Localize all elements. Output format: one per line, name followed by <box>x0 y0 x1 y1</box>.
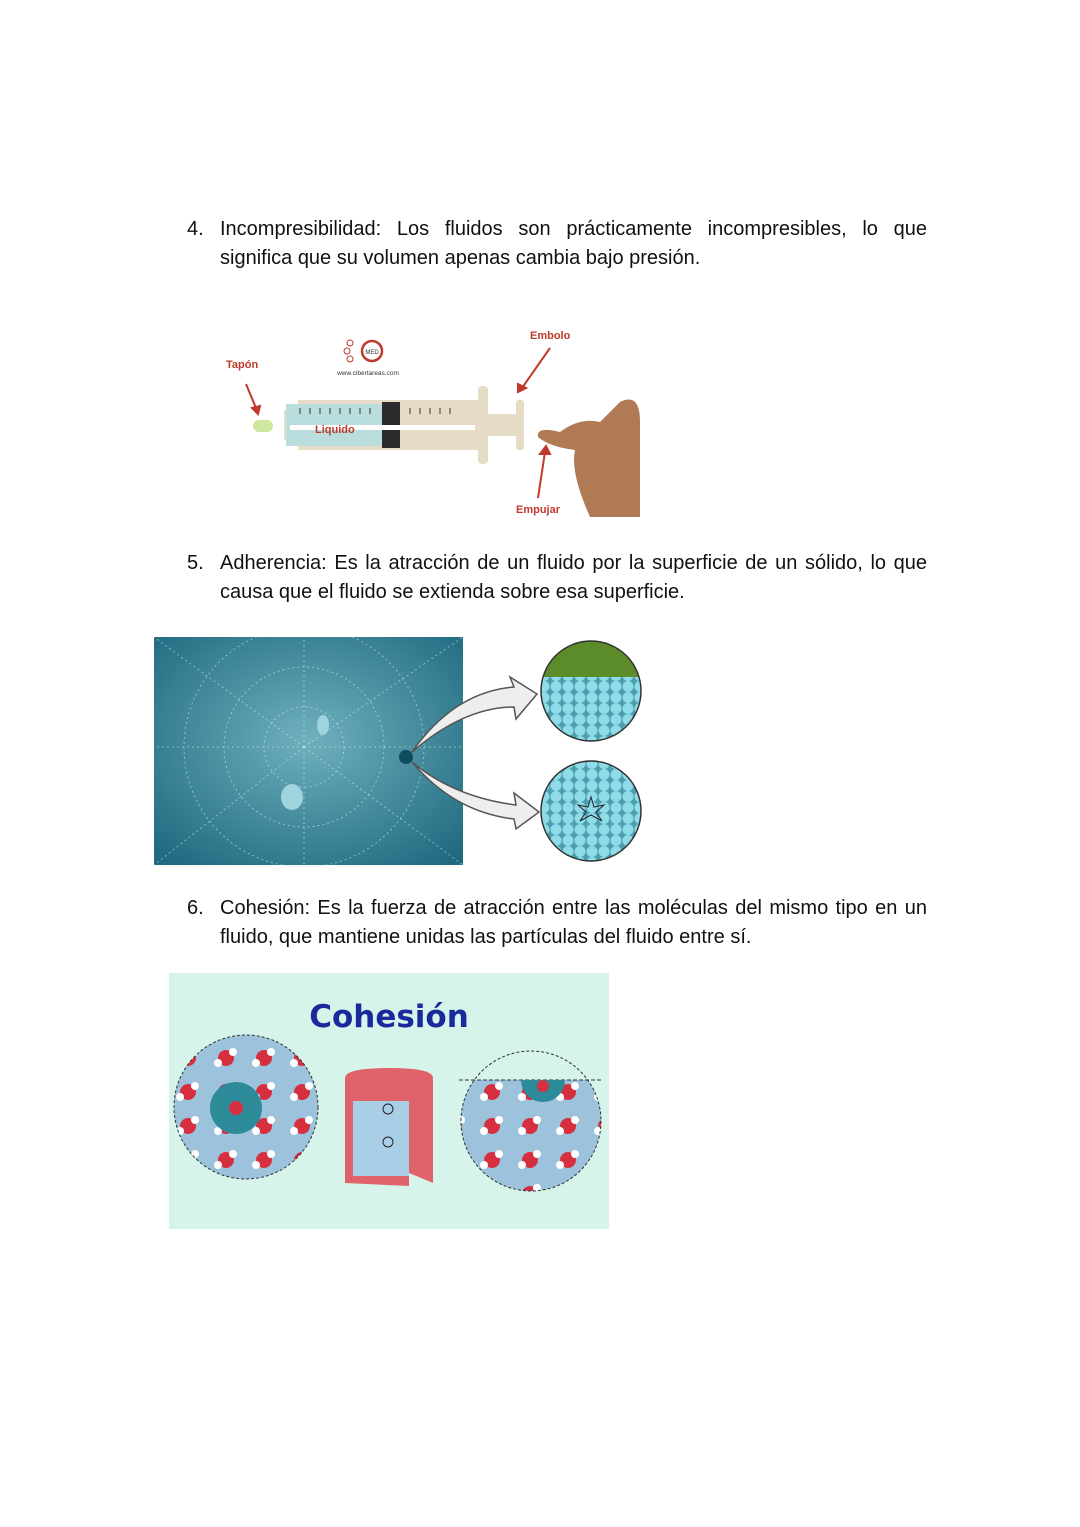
logo <box>336 340 399 377</box>
item-text: Adherencia: Es la atracción de un fluido por la superficie de un sólido, lo que causa que el fluido se extienda sobre esa superficie. <box>220 552 927 603</box>
website-text: www.cibertareas.com <box>337 370 399 377</box>
adherence-figure <box>154 637 646 867</box>
hand-image <box>538 400 640 518</box>
list-item-incompresibilidad <box>187 215 927 273</box>
label-tapon: Tapón <box>226 359 259 371</box>
item-number: 6. <box>187 897 204 919</box>
label-empujar: Empujar <box>516 504 561 516</box>
item-number: 4. <box>187 218 204 240</box>
logo-text: MED <box>365 350 379 356</box>
item-number: 5. <box>187 552 204 574</box>
adhesion-circle <box>539 637 646 747</box>
cohesion-title: Cohesión <box>309 999 469 1035</box>
item-text: Cohesión: Es la fuerza de atracción entre las moléculas del mismo tipo en un fluido, que mantiene unidas las partículas del fluido entre sí. <box>220 897 927 948</box>
list-item-adherencia <box>187 549 927 607</box>
cohesion-figure <box>169 973 609 1229</box>
label-embolo: Embolo <box>530 330 571 342</box>
cohesion-circle <box>539 757 646 867</box>
syringe-figure <box>220 322 645 520</box>
container-cylinder <box>345 1068 433 1186</box>
list-item-cohesion <box>187 894 927 952</box>
label-liquido: Liquido <box>315 424 355 436</box>
item-text: Incompresibilidad: Los fluidos son prácticamente incompresibles, lo que significa que su volumen apenas cambia bajo presión. <box>220 218 927 269</box>
